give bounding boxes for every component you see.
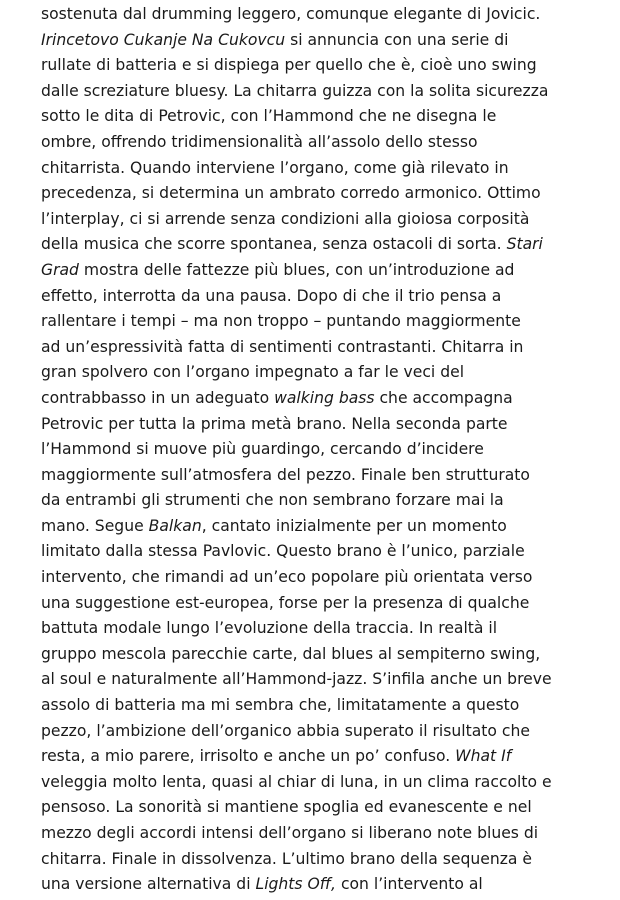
text-line — [41, 79, 620, 105]
article-body — [41, 2, 620, 898]
text-line — [41, 130, 620, 156]
body-text: contrabbasso in un adeguato — [41, 388, 275, 407]
text-line — [41, 693, 620, 719]
italic-title-text: walking bass — [274, 388, 375, 407]
text-line — [41, 207, 620, 233]
text-line — [41, 872, 620, 898]
body-text: mezzo degli accordi intensi dell’organo si liberano note blues di — [41, 824, 539, 842]
text-line — [41, 2, 620, 28]
text-line — [41, 232, 620, 258]
text-line — [41, 463, 620, 489]
body-text: mostra delle fattezze più blues, con un’introduzione ad — [78, 260, 515, 279]
text-line — [41, 719, 620, 745]
body-text: resta, a mio parere, irrisolto e anche un po’ confuso. — [41, 747, 456, 766]
body-text: maggiormente sull’atmosfera del pezzo. Finale ben strutturato — [41, 465, 530, 484]
body-text: mano. Segue — [41, 516, 149, 535]
text-line — [41, 309, 620, 335]
body-text: effetto, interrotta da una pausa. Dopo di che il trio pensa a — [41, 286, 502, 305]
body-text: chitarrista. Quando interviene l’organo, come già rilevato in — [41, 158, 509, 177]
italic-title-text: What If — [455, 747, 512, 766]
text-line — [41, 795, 620, 821]
text-line — [41, 847, 620, 873]
body-text: della musica che scorre spontanea, senza ostacoli di sorta. — [41, 235, 507, 254]
text-line — [41, 591, 620, 617]
body-text: che accompagna — [374, 388, 513, 407]
body-text: ad un’espressività fatta di sentimenti contrastanti. Chitarra in — [41, 337, 524, 356]
italic-title-text: Stari — [506, 235, 543, 254]
text-line — [41, 258, 620, 284]
text-line — [41, 28, 620, 54]
italic-title-text: Grad — [41, 260, 79, 279]
body-text: battuta modale lungo l’evoluzione della traccia. In realtà il — [41, 619, 498, 638]
text-line — [41, 539, 620, 565]
body-text: intervento, che rimandi ad un’eco popolare più orientata verso — [41, 568, 533, 587]
body-text: assolo di batteria ma mi sembra che, limitatamente a questo — [41, 696, 520, 715]
body-text: da entrambi gli strumenti che non sembrano forzare mai la — [41, 491, 504, 510]
body-text: sotto le dita di Petrovic, con l’Hammond che ne disegna le — [41, 107, 497, 126]
body-text: limitato dalla stessa Pavlovic. Questo brano è l’unico, parziale — [41, 542, 525, 561]
body-text: pezzo, l’ambizione dell’organico abbia superato il risultato che — [41, 721, 530, 740]
body-text: precedenza, si determina un ambrato corredo armonico. Ottimo — [41, 184, 541, 203]
body-text: pensoso. La sonorità si mantiene spoglia ed evanescente e nel — [41, 798, 532, 817]
body-text: gran spolvero con l’organo impegnato a far le veci del — [41, 363, 465, 382]
text-line — [41, 412, 620, 438]
text-line — [41, 104, 620, 130]
text-line — [41, 488, 620, 514]
body-text: , cantato inizialmente per un momento — [201, 516, 507, 535]
text-line — [41, 335, 620, 361]
text-line — [41, 284, 620, 310]
text-line — [41, 437, 620, 463]
body-text: una suggestione est-europea, forse per la presenza di qualche — [41, 593, 530, 612]
body-text: veleggia molto lenta, quasi al chiar di luna, in un clima raccolto e — [41, 772, 552, 791]
body-text: dalle screziature bluesy. La chitarra guizza con la solita sicurezza — [41, 81, 549, 100]
italic-title-text: Lights Off, — [255, 875, 336, 894]
text-line — [41, 156, 620, 182]
text-line — [41, 642, 620, 668]
text-line — [41, 181, 620, 207]
text-line — [41, 53, 620, 79]
body-text: rallentare i tempi – ma non troppo – puntando maggiormente — [41, 312, 521, 331]
body-text: Petrovic per tutta la prima metà brano. Nella seconda parte — [41, 414, 508, 433]
text-line — [41, 386, 620, 412]
text-line — [41, 565, 620, 591]
text-line — [41, 667, 620, 693]
body-text: con l’intervento al — [335, 875, 483, 894]
body-text: al soul e naturalmente all’Hammond-jazz. S’infila anche un breve — [41, 670, 552, 689]
text-line — [41, 514, 620, 540]
body-text: una versione alternativa di — [41, 875, 256, 894]
text-line — [41, 821, 620, 847]
italic-title-text: Irincetovo Cukanje Na Cukovcu — [41, 30, 286, 49]
body-text: chitarra. Finale in dissolvenza. L’ultimo brano della sequenza è — [41, 849, 533, 868]
body-text: ombre, offrendo tridimensionalità all’assolo dello stesso — [41, 132, 478, 151]
text-line — [41, 744, 620, 770]
body-text: l’interplay, ci si arrende senza condizioni alla gioiosa corposità — [41, 209, 530, 228]
body-text: l’Hammond si muove più guardingo, cercando d’incidere — [41, 440, 484, 459]
text-line — [41, 360, 620, 386]
body-text: sostenuta dal drumming leggero, comunque elegante di Jovicic. — [41, 5, 541, 23]
body-text: si annuncia con una serie di — [285, 30, 509, 49]
italic-title-text: Balkan — [148, 516, 202, 535]
text-line — [41, 616, 620, 642]
body-text: gruppo mescola parecchie carte, dal blues al sempiterno swing, — [41, 644, 541, 663]
body-text: rullate di batteria e si dispiega per quello che è, cioè uno swing — [41, 56, 537, 75]
text-line — [41, 770, 620, 796]
